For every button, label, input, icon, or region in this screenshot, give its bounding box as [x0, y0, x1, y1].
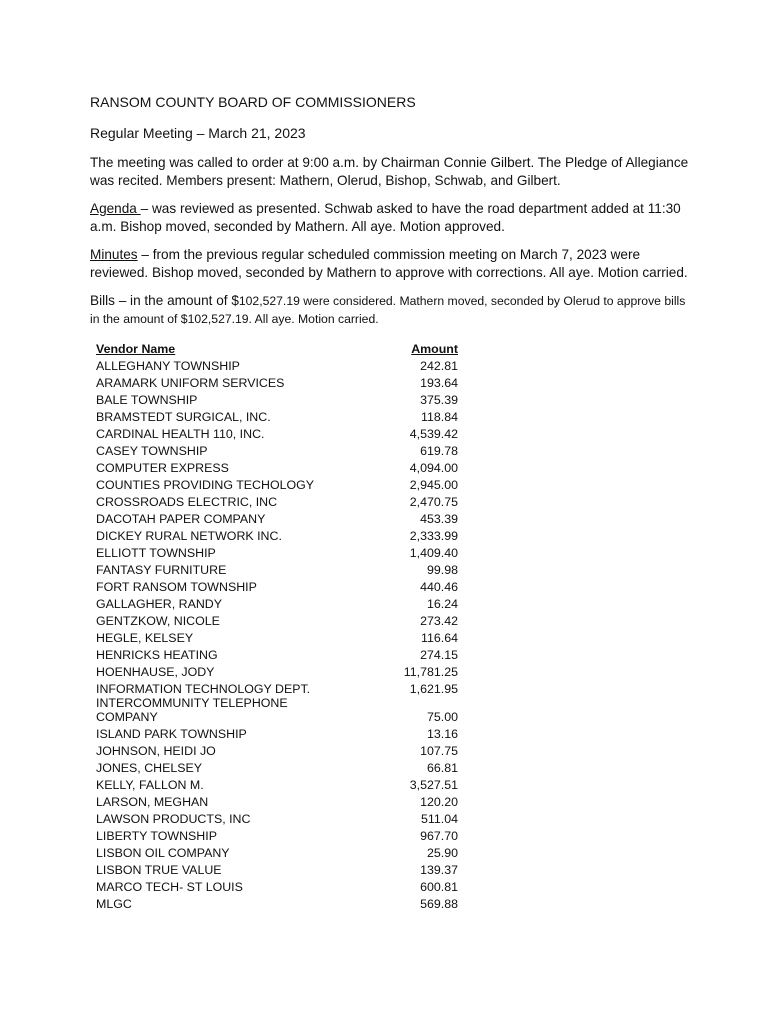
vendor-amount: 16.24: [426, 597, 458, 611]
vendor-name: FANTASY FURNITURE: [96, 563, 227, 577]
agenda-paragraph: [90, 200, 690, 236]
vendor-amount: 99.98: [426, 563, 458, 577]
vendor-name: ARAMARK UNIFORM SERVICES: [96, 376, 285, 390]
table-row: [96, 390, 458, 407]
table-row: [96, 628, 458, 645]
vendor-name-line: COMPANY: [96, 710, 158, 724]
table-row: [96, 696, 458, 724]
vendor-amount: 2,945.00: [409, 478, 458, 492]
table-row: [96, 492, 458, 509]
table-row: [96, 645, 458, 662]
vendor-amount: 120.20: [420, 795, 458, 809]
vendor-name: ELLIOTT TOWNSHIP: [96, 546, 216, 560]
meeting-date: Regular Meeting – March 21, 2023: [90, 125, 306, 141]
minutes-paragraph: [90, 246, 690, 282]
vendor-name: CROSSROADS ELECTRIC, INC: [96, 495, 278, 509]
vendor-name: ISLAND PARK TOWNSHIP: [96, 727, 247, 741]
vendor-amount: 116.64: [421, 631, 458, 645]
vendor-table-header: [96, 339, 458, 356]
table-row: [96, 594, 458, 611]
vendor-name: CARDINAL HEALTH 110, INC.: [96, 427, 265, 441]
vendor-name: HEGLE, KELSEY: [96, 631, 194, 645]
vendor-amount: 193.64: [420, 376, 458, 390]
vendor-name: MLGC: [96, 897, 132, 911]
vendor-name: COUNTIES PROVIDING TECHOLOGY: [96, 478, 315, 492]
vendor-name-line: INTERCOMMUNITY TELEPHONE: [96, 696, 288, 710]
vendor-amount: 3,527.51: [409, 778, 458, 792]
vendor-name: BRAMSTEDT SURGICAL, INC.: [96, 410, 271, 424]
vendor-amount: 600.81: [420, 880, 458, 894]
vendor-name: BALE TOWNSHIP: [96, 393, 198, 407]
vendor-amount: 2,333.99: [409, 529, 458, 543]
vendor-amount: 511.04: [421, 812, 458, 826]
table-row: [96, 458, 458, 475]
table-row: [96, 826, 458, 843]
bills-text-a: – in the amount of $: [114, 293, 239, 308]
amount-header: Amount: [411, 342, 458, 356]
vendor-name: HOENHAUSE, JODY: [96, 665, 215, 679]
vendor-amount: 4,094.00: [409, 461, 458, 475]
vendor-amount: 273.42: [420, 614, 458, 628]
bills-paragraph: [90, 292, 690, 328]
vendor-name-header: Vendor Name: [96, 342, 176, 356]
table-row: [96, 543, 458, 560]
vendor-amount: 375.39: [420, 393, 458, 407]
vendor-amount: 274.15: [420, 648, 458, 662]
vendor-name: DACOTAH PAPER COMPANY: [96, 512, 266, 526]
vendor-name: GALLAGHER, RANDY: [96, 597, 223, 611]
vendor-amount: 118.84: [421, 410, 458, 424]
table-row: [96, 741, 458, 758]
vendor-name: LAWSON PRODUCTS, INC: [96, 812, 251, 826]
vendor-amount: 13.16: [426, 727, 458, 741]
vendor-name: LISBON OIL COMPANY: [96, 846, 230, 860]
table-row: [96, 809, 458, 826]
vendor-table-body: [96, 356, 458, 911]
vendor-amount: 569.88: [420, 897, 458, 911]
vendor-amount: 242.81: [420, 359, 458, 373]
table-row: [96, 758, 458, 775]
vendor-amount: 1,409.40: [409, 546, 458, 560]
table-row: [96, 860, 458, 877]
vendor-name: LARSON, MEGHAN: [96, 795, 209, 809]
vendor-amount: 453.39: [420, 512, 458, 526]
table-row: [96, 662, 458, 679]
document-page: [90, 92, 690, 911]
agenda-text: – was reviewed as presented. Schwab asked to have the road department added at 11:30 a.m. Bishop moved, seconded by Mathern. All aye. Motion approved.: [90, 201, 681, 234]
vendor-amount: 967.70: [420, 829, 458, 843]
vendor-name: ALLEGHANY TOWNSHIP: [96, 359, 240, 373]
table-row: [96, 407, 458, 424]
vendor-name: JOHNSON, HEIDI JO: [96, 744, 216, 758]
table-row: [96, 894, 458, 911]
bills-label: Bills: [90, 293, 115, 308]
minutes-label: Minutes: [90, 247, 138, 262]
table-row: [96, 424, 458, 441]
table-row: [96, 679, 458, 696]
table-row: [96, 441, 458, 458]
table-row: [96, 611, 458, 628]
vendor-name: MARCO TECH- ST LOUIS: [96, 880, 243, 894]
vendor-amount: 66.81: [426, 761, 458, 775]
table-row: [96, 373, 458, 390]
vendor-amount: 75.00: [426, 710, 458, 724]
vendor-name: DICKEY RURAL NETWORK INC.: [96, 529, 282, 543]
vendor-name: COMPUTER EXPRESS: [96, 461, 229, 475]
vendor-amount: 139.37: [420, 863, 458, 877]
vendor-amount: 440.46: [420, 580, 458, 594]
vendor-name: JONES, CHELSEY: [96, 761, 203, 775]
call-to-order-paragraph: The meeting was called to order at 9:00 a.m. by Chairman Connie Gilbert. The Pledge of Allegiance was recited. Members present: Mathern, Olerud, Bishop, Schwab, and Gilbert.: [90, 155, 689, 188]
table-row: [96, 724, 458, 741]
vendor-amount: 25.90: [426, 846, 458, 860]
vendor-amount: 619.78: [420, 444, 458, 458]
vendor-name: FORT RANSOM TOWNSHIP: [96, 580, 257, 594]
vendor-amount: 2,470.75: [409, 495, 458, 509]
vendor-amount: 1,621.95: [409, 682, 458, 696]
vendor-name: KELLY, FALLON M.: [96, 778, 204, 792]
vendor-name: GENTZKOW, NICOLE: [96, 614, 220, 628]
vendor-table: [96, 339, 458, 911]
table-row: [96, 877, 458, 894]
table-row: [96, 577, 458, 594]
table-row: [96, 509, 458, 526]
vendor-name: [96, 696, 386, 724]
vendor-name: LISBON TRUE VALUE: [96, 863, 222, 877]
table-row: [96, 560, 458, 577]
table-row: [96, 356, 458, 373]
vendor-amount: 4,539.42: [409, 427, 458, 441]
table-row: [96, 843, 458, 860]
vendor-amount: 107.75: [420, 744, 458, 758]
agenda-label: Agenda: [90, 201, 141, 216]
vendor-amount: 11,781.25: [403, 665, 458, 679]
vendor-name: CASEY TOWNSHIP: [96, 444, 208, 458]
table-row: [96, 792, 458, 809]
vendor-name: LIBERTY TOWNSHIP: [96, 829, 217, 843]
table-row: [96, 775, 458, 792]
vendor-name: HENRICKS HEATING: [96, 648, 218, 662]
bills-text-b: 102,527.19 were considered. Mathern moved, seconded by Olerud to approve bills in the amount of $102,527.19. All aye. Motion carried.: [90, 294, 686, 326]
vendor-name: INFORMATION TECHNOLOGY DEPT.: [96, 682, 311, 696]
table-row: [96, 475, 458, 492]
table-row: [96, 526, 458, 543]
minutes-text: – from the previous regular scheduled commission meeting on March 7, 2023 were reviewed. Bishop moved, seconded by Mathern to approve with corrections. All aye. Motion carried.: [90, 247, 688, 280]
document-heading: RANSOM COUNTY BOARD OF COMMISSIONERS: [90, 94, 416, 110]
